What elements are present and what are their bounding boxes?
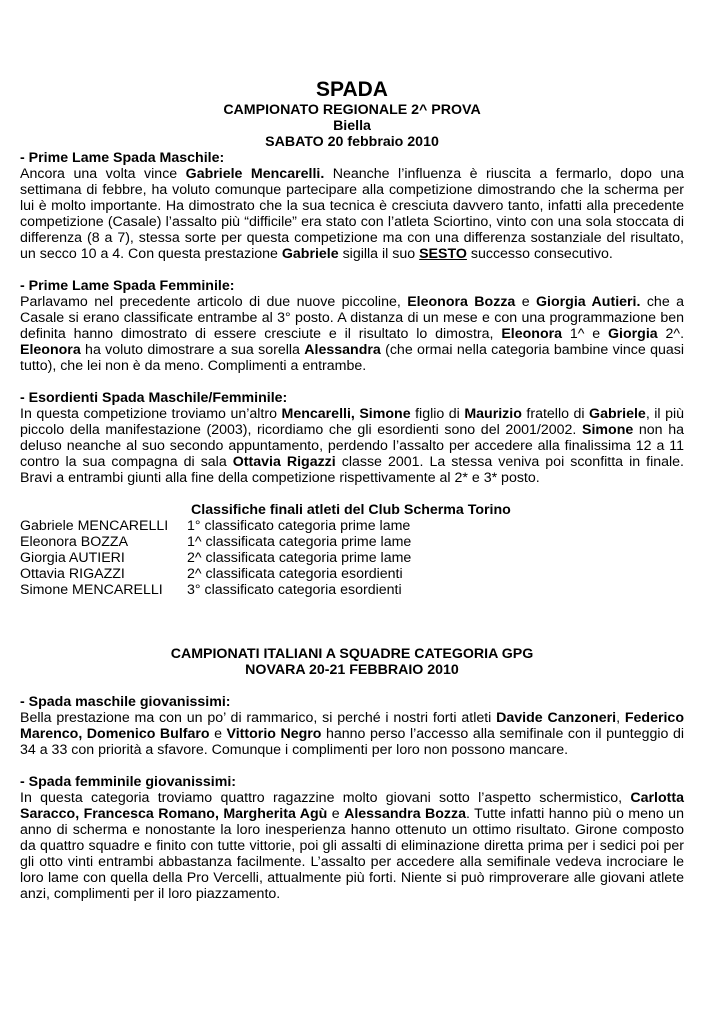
table-row [20, 518, 411, 534]
section-body-femminile-giovanissimi [20, 790, 684, 902]
table-row [20, 582, 411, 598]
doc2-title: CAMPIONATI ITALIANI A SQUADRE CATEGORIA GPG [170, 646, 534, 662]
athlete-name: Eleonora [20, 342, 81, 358]
athlete-name: Alessandra [304, 342, 381, 358]
classifiche-table [20, 518, 411, 598]
text: sigilla il suo [338, 246, 420, 262]
document-page [20, 78, 684, 902]
doc-subtitle-city: Biella [333, 118, 371, 134]
text: , [616, 710, 625, 726]
athlete-name: Mencarelli, Simone [281, 406, 411, 422]
doc-title: SPADA [316, 78, 388, 101]
text: e [327, 806, 345, 822]
text: hanno perso l’accesso alla semifinale con il punteggio di 34 a 33 con priorità a sfavore. Comunque i complimenti per loro non possono mancare. [20, 726, 684, 758]
text: figlio di [410, 406, 465, 422]
result-cell: 3° classificato categoria esordienti [187, 582, 402, 598]
athlete-cell: Ottavia RIGAZZI [20, 566, 125, 582]
text: e [209, 726, 227, 742]
text: 1^ e [562, 326, 609, 342]
section-heading-maschile-giovanissimi: - Spada maschile giovanissimi: [20, 694, 231, 710]
athlete-name: Ottavia Rigazzi [232, 454, 336, 470]
doc-subtitle-date: SABATO 20 febbraio 2010 [265, 134, 439, 150]
section-body-prime-lame-femminile [20, 294, 684, 374]
section-body-maschile-giovanissimi [20, 710, 684, 758]
athlete-name: Maurizio [464, 406, 522, 422]
text: ha voluto dimostrare a sua sorella [80, 342, 305, 358]
athlete-name: Gabriele Mencarelli. [185, 166, 325, 182]
result-cell: 1^ classificata categoria prime lame [187, 534, 412, 550]
section-heading-femminile-giovanissimi: - Spada femminile giovanissimi: [20, 774, 237, 790]
text: Bella prestazione ma con un po’ di rammarico, si perché i nostri forti atleti [20, 710, 497, 726]
table-row [20, 534, 411, 550]
athlete-name: Eleonora [501, 326, 563, 342]
text: che a Casale si erano classificate entrambe al 3° posto. A distanza di un mese e con una programmazione ben definita hanno dimostrato di essere cresciute e il risultato lo dimostra, [20, 294, 685, 342]
text: , il più piccolo della manifestazione (2003), ricordiamo che gli esordienti sono del 2001/2002. [20, 406, 685, 438]
result-cell: 1° classificato categoria prime lame [187, 518, 411, 534]
text: Ancora una volta vince [20, 166, 186, 182]
athlete-name: Gabriele [281, 246, 339, 262]
athlete-cell: Giorgia AUTIERI [20, 550, 125, 566]
text: non ha deluso neanche al suo secondo appuntamento, perdendo l’assalto per accedere alla finalissima 12 a 11 contro la sua compagna di sala [20, 422, 684, 470]
text: fratello di [521, 406, 590, 422]
section-heading-prime-lame-femminile: - Prime Lame Spada Femminile: [20, 278, 235, 294]
section-heading-esordienti: - Esordienti Spada Maschile/Femminile: [20, 390, 288, 406]
classifiche-title: Classifiche finali atleti del Club Scherma Torino [191, 502, 511, 518]
athlete-name: Carlotta Saracco, Francesca Romano, Margherita Agù [20, 790, 684, 822]
section-heading-prime-lame-maschile: - Prime Lame Spada Maschile: [20, 150, 225, 166]
doc-subtitle-event: CAMPIONATO REGIONALE 2^ PROVA [223, 102, 481, 118]
athlete-name: Davide Canzoneri [496, 710, 617, 726]
athlete-name: Gabriele [589, 406, 646, 422]
emphasis: SESTO [419, 246, 467, 262]
athlete-cell: Simone MENCARELLI [20, 582, 163, 598]
table-row [20, 550, 411, 566]
text: . Tutte infatti hanno più o meno un anno di scherma e nonostante la loro inesperienza hanno ottenuto un ottimo risultato. Girone composto da quattro squadre e finito con tutte vittorie, poi gli assalti di eliminazione diretta prima per i sedici poi per gli otto vinti entrambi abbastanza facilmente. L’assalto per accedere alla semifinale vedeva incrociare le loro lame con quella della Pro Vercelli, attualmente più forti. Niente si può rimproverare alle giovani atlete anzi, complimenti per il loro piazzamento. [20, 806, 684, 902]
text: classe 2001. La stessa veniva poi sconfitta in finale. Bravi a entrambi giunti alla fine della competizione rispettivamente al 2* e 3* posto. [20, 454, 684, 486]
athlete-name: Vittorio Negro [226, 726, 322, 742]
athlete-name: Giorgia Autieri. [536, 294, 641, 310]
athlete-name: Federico Marenco, Domenico Bulfaro [20, 710, 684, 742]
table-row [20, 566, 411, 582]
result-cell: 2^ classificata categoria esordienti [187, 566, 403, 582]
athlete-name: Giorgia [608, 326, 658, 342]
section-body-esordienti [20, 406, 684, 486]
athlete-name: Alessandra Bozza [344, 806, 467, 822]
athlete-name: Simone [582, 422, 634, 438]
text: In questa categoria troviamo quattro ragazzine molto giovani sotto l’aspetto schermistico, [20, 790, 631, 806]
text: e [515, 294, 537, 310]
text: successo consecutivo. [466, 246, 613, 262]
text: (che ormai nella categoria bambine vince quasi tutto), che lei non è da meno. Complimenti a entrambe. [20, 342, 684, 374]
text: In questa competizione troviamo un’altro [20, 406, 282, 422]
text: 2^. [657, 326, 685, 342]
athlete-cell: Gabriele MENCARELLI [20, 518, 169, 534]
athlete-cell: Eleonora BOZZA [20, 534, 129, 550]
text: Neanche l’influenza è riuscita a fermarlo, dopo una settimana di febbre, ha voluto comunque partecipare alla competizione dimostrando che la scherma per lui è molto importante. Ha dimostrato che la sua tecnica è cresciuta davvero tanto, infatti alla precedente competizione (Casale) l’assalto più “difficile” era stato con l’atleta Sciortino, vinto con una sola stoccata di differenza (8 a 7), stessa sorte per questa competizione ma con una differenza sostanziale del risultato, un secco 10 a 4. Con questa prestazione [20, 166, 684, 262]
athlete-name: Eleonora Bozza [407, 294, 516, 310]
text: Parlavamo nel precedente articolo di due nuove piccoline, [20, 294, 408, 310]
section-body-prime-lame-maschile [20, 166, 684, 262]
result-cell: 2^ classificata categoria prime lame [187, 550, 412, 566]
doc2-subtitle: NOVARA 20-21 FEBBRAIO 2010 [245, 662, 459, 678]
